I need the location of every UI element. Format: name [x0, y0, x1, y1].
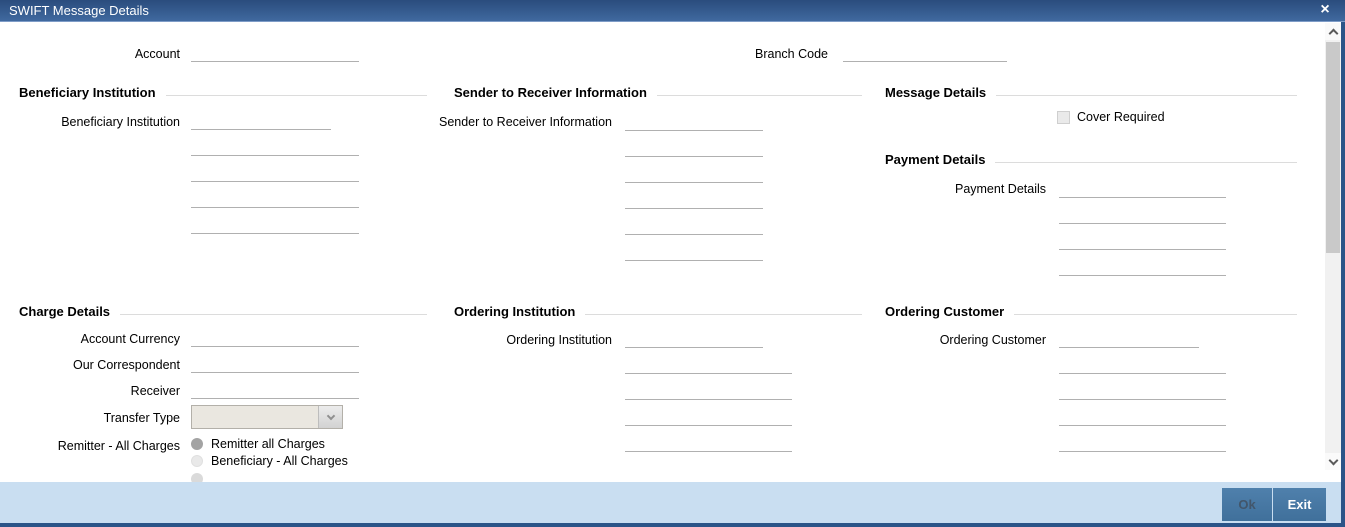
section-header-ordering-institution	[454, 304, 862, 320]
section-header-charge-details	[19, 304, 427, 320]
scroll-up-button[interactable]	[1325, 23, 1341, 40]
sender-to-receiver-input-4[interactable]	[625, 189, 763, 209]
beneficiary-institution-input-2[interactable]	[191, 136, 359, 156]
window-bottom-border	[0, 523, 1345, 527]
section-header-text: Ordering Customer	[885, 304, 1005, 319]
section-header-text: Ordering Institution	[454, 304, 576, 319]
ordering-customer-input-2[interactable]	[1059, 354, 1226, 374]
scroll-down-button[interactable]	[1325, 453, 1341, 470]
payment-details-label: Payment Details	[954, 182, 1046, 196]
section-rule	[120, 314, 427, 315]
transfer-type-dropdown-button[interactable]	[318, 406, 342, 428]
branch-code-label: Branch Code	[755, 47, 828, 61]
sender-to-receiver-input-1[interactable]	[625, 111, 763, 131]
ok-button[interactable]: Ok	[1222, 488, 1272, 521]
scrollbar-thumb[interactable]	[1326, 42, 1340, 253]
radio-beneficiary-all-charges-label: Beneficiary - All Charges	[211, 454, 348, 468]
receiver-input[interactable]	[191, 379, 359, 399]
sender-to-receiver-input-2[interactable]	[625, 137, 763, 157]
ordering-customer-input-3[interactable]	[1059, 380, 1226, 400]
section-rule	[166, 95, 427, 96]
section-header-payment-details	[885, 152, 1297, 168]
dialog-titlebar	[0, 0, 1345, 22]
radio-beneficiary-all-charges[interactable]	[191, 455, 203, 467]
sender-to-receiver-input-6[interactable]	[625, 241, 763, 261]
transfer-type-label: Transfer Type	[103, 411, 180, 425]
our-correspondent-label: Our Correspondent	[72, 358, 180, 372]
vertical-scrollbar[interactable]	[1325, 23, 1341, 470]
dialog-title: SWIFT Message Details	[9, 3, 149, 18]
section-header-text: Payment Details	[885, 152, 986, 167]
section-header-message-details	[885, 85, 1297, 101]
transfer-type-value	[192, 410, 196, 424]
radio-remitter-all-charges[interactable]	[191, 438, 203, 450]
beneficiary-institution-label: Beneficiary Institution	[61, 115, 180, 129]
ordering-customer-input-5[interactable]	[1059, 432, 1226, 452]
payment-details-input-4[interactable]	[1059, 256, 1226, 276]
account-input[interactable]	[191, 42, 359, 62]
section-rule	[585, 314, 862, 315]
ordering-customer-input-4[interactable]	[1059, 406, 1226, 426]
account-currency-input[interactable]	[191, 327, 359, 347]
cover-required-checkbox[interactable]	[1057, 111, 1070, 124]
sender-to-receiver-input-5[interactable]	[625, 215, 763, 235]
window-right-border	[1341, 22, 1345, 527]
close-icon[interactable]: ×	[1320, 1, 1330, 18]
our-correspondent-input[interactable]	[191, 353, 359, 373]
section-header-beneficiary-institution	[19, 85, 427, 101]
payment-details-input-1[interactable]	[1059, 178, 1226, 198]
remitter-all-charges-label: Remitter - All Charges	[57, 439, 180, 453]
section-rule	[657, 95, 862, 96]
beneficiary-institution-input-1[interactable]	[191, 110, 331, 130]
section-header-text: Sender to Receiver Information	[454, 85, 647, 100]
chevron-down-icon	[326, 412, 334, 420]
account-label: Account	[134, 47, 180, 61]
ordering-customer-label: Ordering Customer	[939, 333, 1046, 347]
section-rule	[996, 95, 1297, 96]
beneficiary-institution-input-5[interactable]	[191, 214, 359, 234]
ordering-institution-input-5[interactable]	[625, 432, 792, 452]
ordering-institution-input-3[interactable]	[625, 380, 792, 400]
section-rule	[1014, 314, 1297, 315]
receiver-label: Receiver	[130, 384, 180, 398]
transfer-type-select[interactable]	[191, 405, 343, 429]
cover-required-label: Cover Required	[1077, 110, 1165, 124]
dialog-footer	[0, 482, 1341, 523]
chevron-up-icon	[1328, 28, 1338, 38]
section-rule	[995, 162, 1297, 163]
beneficiary-institution-input-4[interactable]	[191, 188, 359, 208]
ordering-customer-input-1[interactable]	[1059, 328, 1199, 348]
sender-to-receiver-label: Sender to Receiver Information	[438, 115, 612, 129]
radio-remitter-all-charges-label: Remitter all Charges	[211, 437, 325, 451]
exit-button[interactable]: Exit	[1273, 488, 1326, 521]
payment-details-input-3[interactable]	[1059, 230, 1226, 250]
beneficiary-institution-input-3[interactable]	[191, 162, 359, 182]
ordering-institution-input-1[interactable]	[625, 328, 763, 348]
ordering-institution-input-2[interactable]	[625, 354, 792, 374]
payment-details-input-2[interactable]	[1059, 204, 1226, 224]
branch-code-input[interactable]	[843, 42, 1007, 62]
ordering-institution-label: Ordering Institution	[506, 333, 612, 347]
section-header-text: Beneficiary Institution	[19, 85, 156, 100]
section-header-ordering-customer	[885, 304, 1297, 320]
sender-to-receiver-input-3[interactable]	[625, 163, 763, 183]
section-header-text: Message Details	[885, 85, 987, 100]
ordering-institution-input-4[interactable]	[625, 406, 792, 426]
section-header-text: Charge Details	[19, 304, 111, 319]
account-currency-label: Account Currency	[80, 332, 180, 346]
section-header-sender-to-receiver	[454, 85, 862, 101]
chevron-down-icon	[1328, 455, 1338, 465]
